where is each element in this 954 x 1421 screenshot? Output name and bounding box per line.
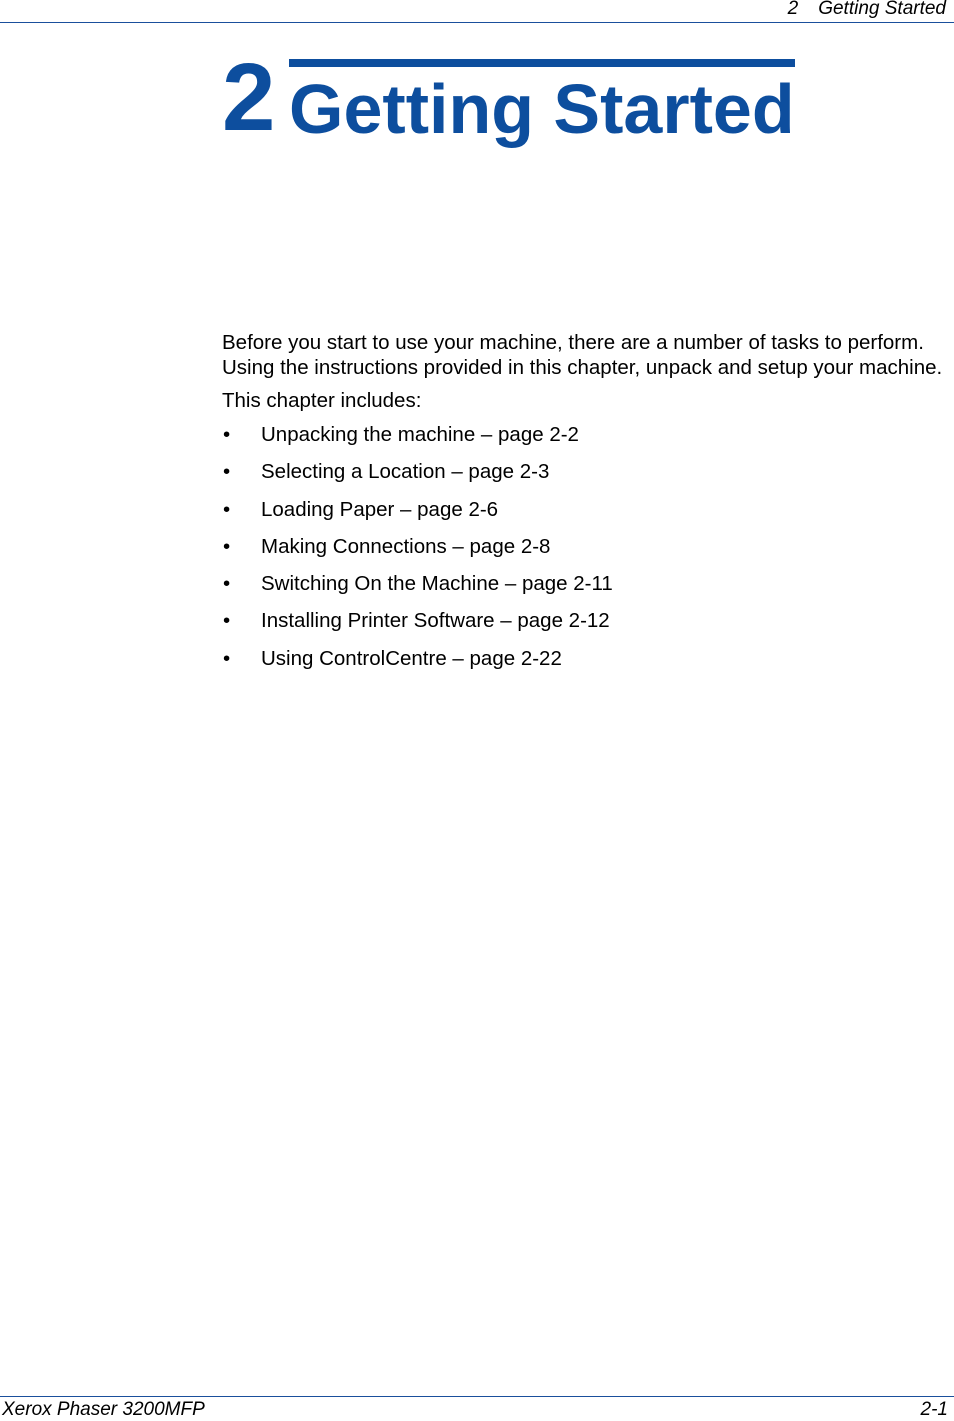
- running-header-text: [788, 0, 946, 20]
- list-item-text[interactable]: Switching On the Machine – page 2-11: [261, 572, 613, 596]
- running-header-chapter-title: Getting Started: [818, 0, 946, 19]
- bullet-icon: •: [223, 534, 231, 558]
- chapter-title-rule: [289, 59, 795, 67]
- bullet-icon: •: [223, 646, 231, 670]
- chapter-number: 2: [222, 44, 274, 151]
- bullet-icon: •: [223, 423, 231, 446]
- footer-product-name: Xerox Phaser 3200MFP: [2, 1399, 205, 1420]
- list-item-text[interactable]: Using ControlCentre – page 2-22: [261, 646, 562, 670]
- list-item: [222, 646, 950, 683]
- bullet-icon: •: [223, 609, 231, 633]
- bullet-icon: •: [223, 460, 231, 484]
- footer-page-number: 2-1: [920, 1399, 948, 1420]
- running-footer: [0, 1396, 954, 1419]
- chapter-contents-list: [222, 422, 950, 683]
- running-header-chapter-number: 2: [787, 0, 799, 19]
- includes-label: This chapter includes:: [222, 389, 422, 412]
- bullet-icon: •: [223, 572, 231, 596]
- bullet-icon: •: [223, 497, 231, 521]
- running-header: [0, 0, 954, 23]
- list-item: [222, 459, 950, 496]
- chapter-title: Getting Started: [289, 70, 795, 148]
- list-item: [222, 608, 950, 645]
- list-item-text[interactable]: Selecting a Location – page 2-3: [261, 460, 550, 484]
- list-item-text[interactable]: Loading Paper – page 2-6: [261, 497, 499, 521]
- list-item: [222, 571, 950, 608]
- list-item-text[interactable]: Installing Printer Software – page 2-12: [261, 609, 610, 633]
- list-item-text[interactable]: Making Connections – page 2-8: [261, 534, 551, 558]
- intro-paragraph: Before you start to use your machine, there are a number of tasks to perform. Using the instructions provided in this chapter, unpack and setup your machine.: [222, 331, 943, 379]
- list-item: [222, 497, 950, 534]
- list-item: [222, 534, 950, 571]
- list-item-text[interactable]: Unpacking the machine – page 2-2: [261, 423, 579, 446]
- list-item: [222, 422, 950, 459]
- chapter-body: [222, 330, 950, 683]
